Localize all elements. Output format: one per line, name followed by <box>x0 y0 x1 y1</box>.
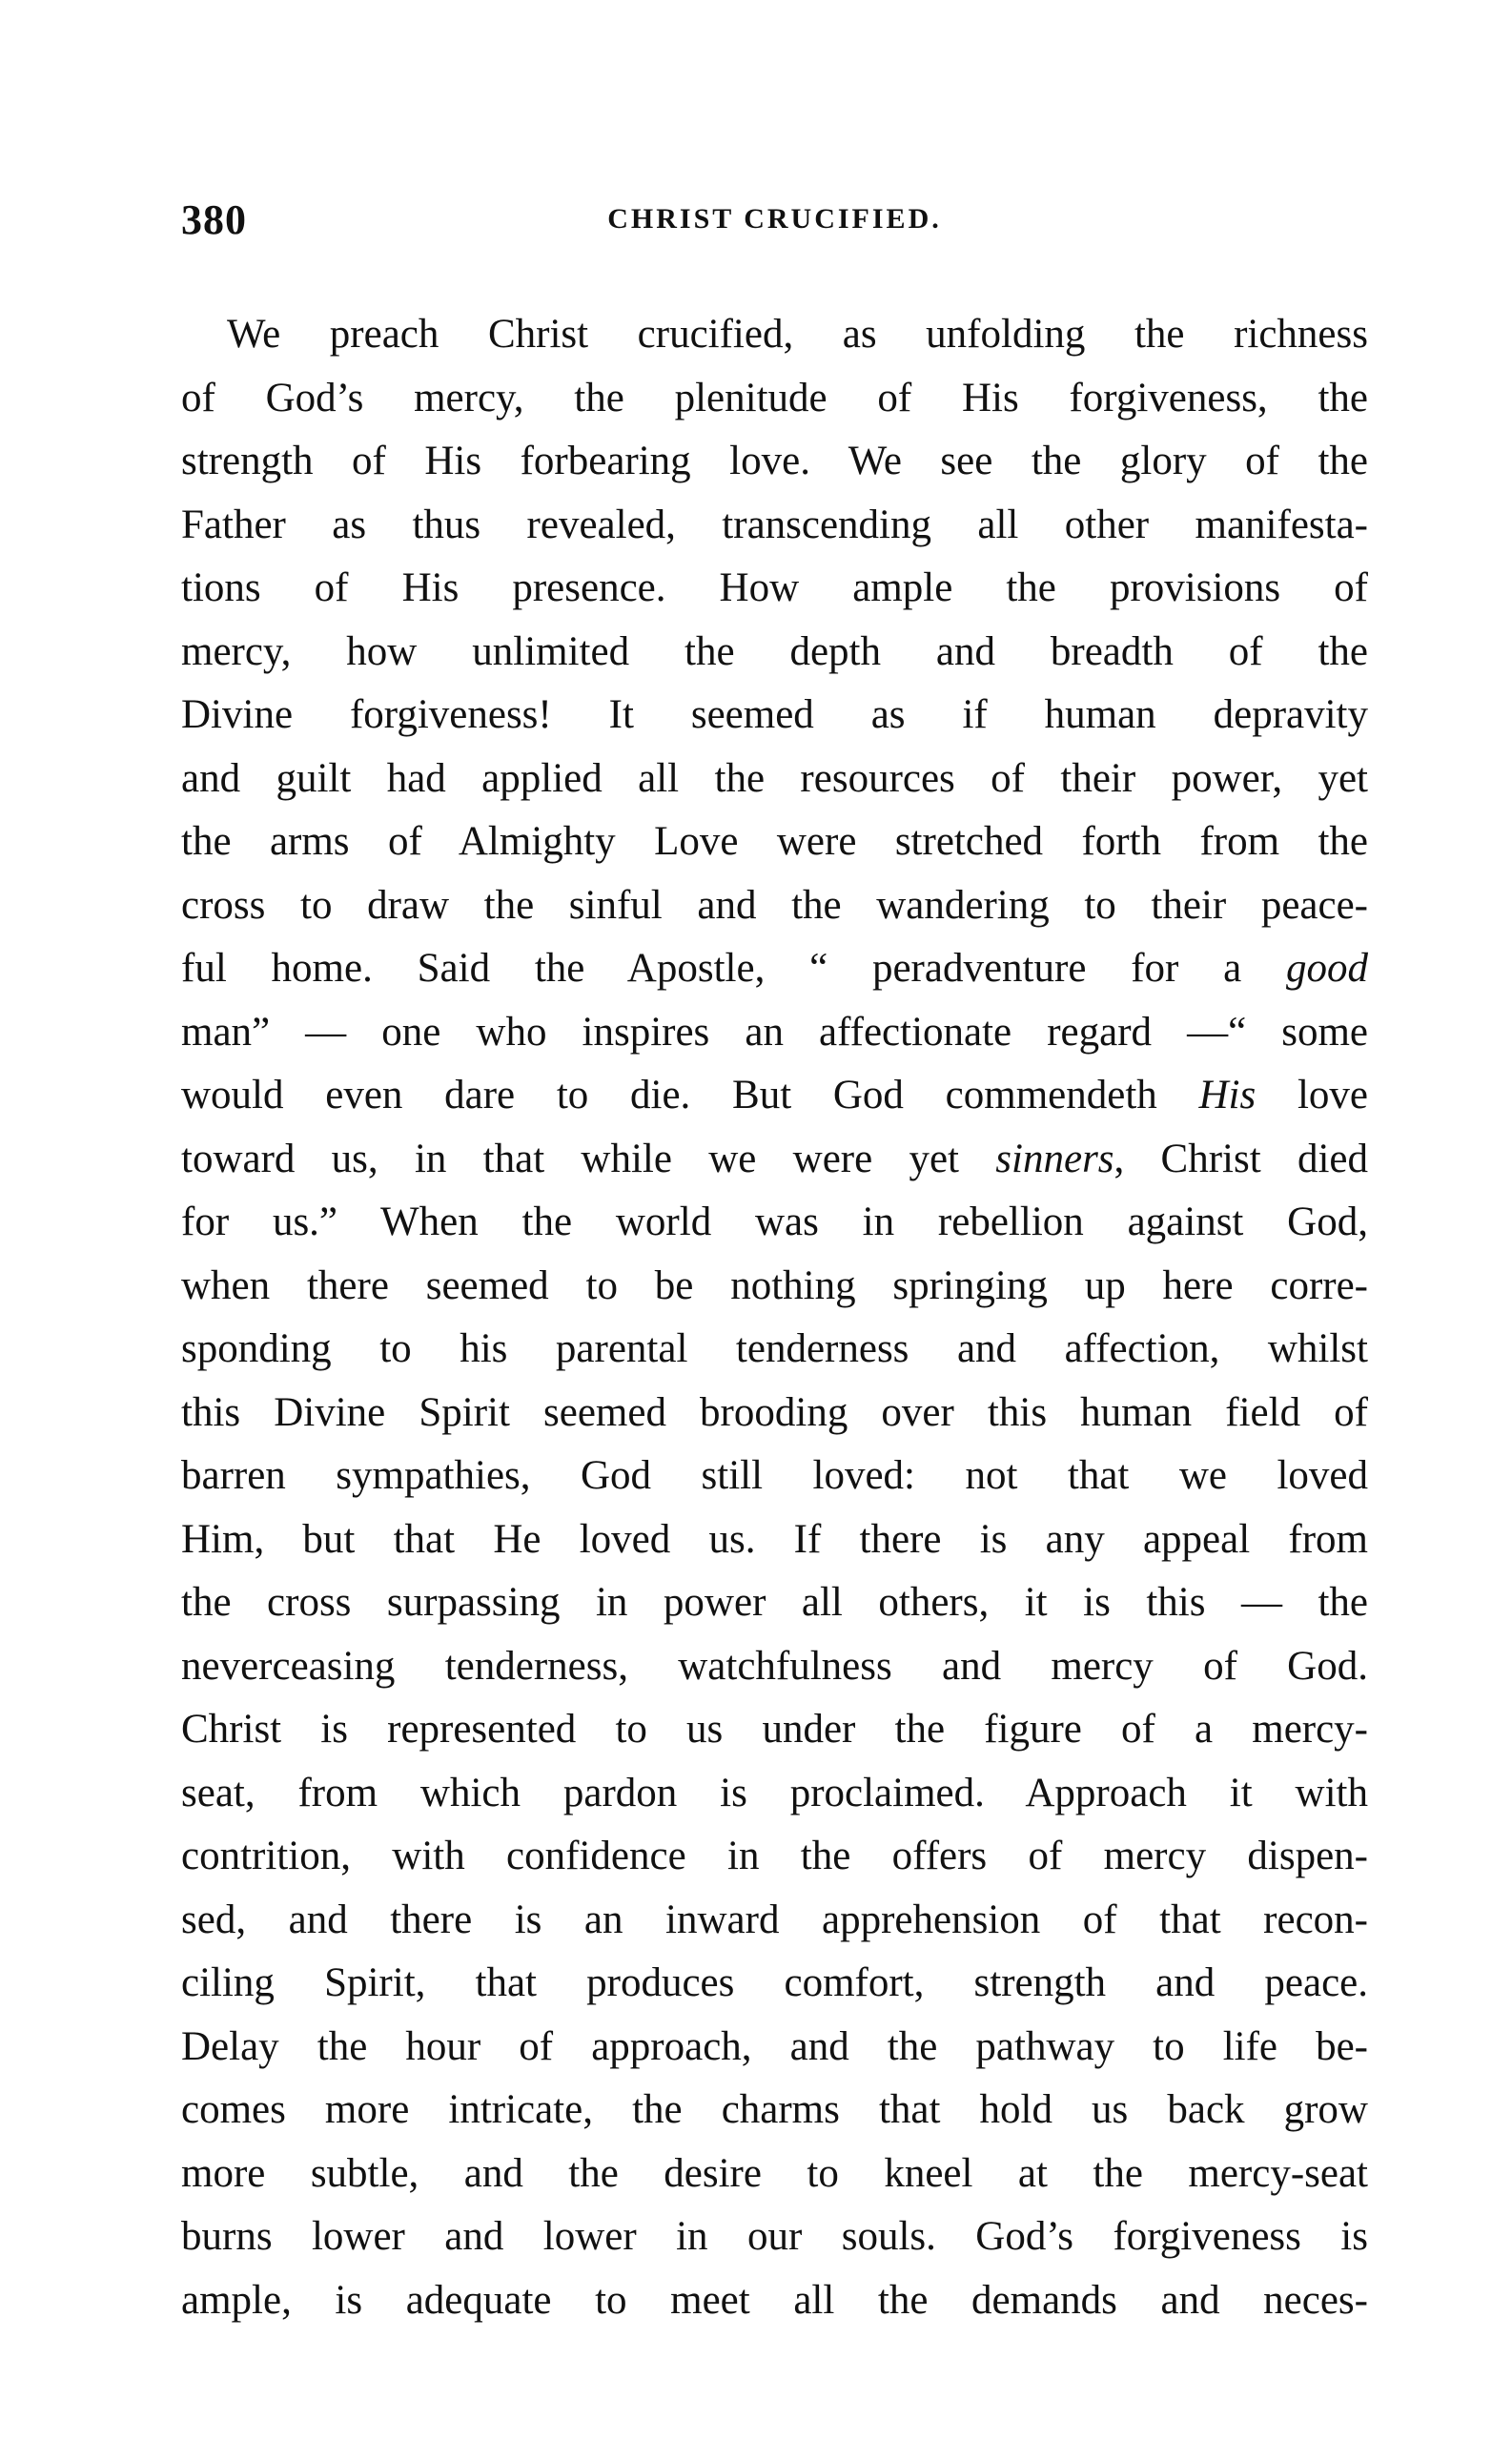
page-header <box>181 195 1368 253</box>
text-line: the arms of Almighty Love were stretched forth from the <box>181 819 1368 864</box>
text-segment: ful home. Said the Apostle, “ peradventure for a <box>181 946 1286 991</box>
text-line: We preach Christ crucified, as unfolding the richness <box>227 312 1368 357</box>
body-paragraph <box>181 303 1368 2332</box>
text-line: Christ is represented to us under the figure of a mercy- <box>181 1707 1368 1752</box>
text-segment: would even dare to die. But God commendeth <box>181 1073 1199 1118</box>
text-line: of God’s mercy, the plenitude of His forgiveness, the <box>181 375 1368 420</box>
text-line <box>181 1128 1368 1192</box>
text-line: man” — one who inspires an affectionate regard —“ some <box>181 1009 1368 1055</box>
text-line: this Divine Spirit seemed brooding over this human field of <box>181 1389 1368 1435</box>
text-line: more subtle, and the desire to kneel at the mercy-seat <box>181 2150 1368 2196</box>
text-line: strength of His forbearing love. We see the glory of the <box>181 439 1368 483</box>
text-line: comes more intricate, the charms that hold us back grow <box>181 2087 1368 2132</box>
italic-word: His <box>1198 1073 1257 1118</box>
text-line: ciling Spirit, that produces comfort, strength and peace. <box>181 1960 1368 2005</box>
text-line: for us.” When the world was in rebellion against God, <box>181 1200 1368 1244</box>
text-line: Father as thus revealed, transcending all other manifesta- <box>181 502 1368 547</box>
text-line: Delay the hour of approach, and the pathway to life be- <box>181 2023 1368 2069</box>
text-line: mercy, how unlimited the depth and breadth of the <box>181 628 1368 674</box>
text-line: barren sympathies, God still loved: not that we loved <box>181 1453 1368 1498</box>
italic-word: good <box>1286 946 1368 991</box>
text-line: cross to draw the sinful and the wandering to their peace- <box>181 882 1368 928</box>
text-line: the cross surpassing in power all others, it is this — the <box>181 1580 1368 1625</box>
text-line: seat, from which pardon is proclaimed. Approach it with <box>181 1770 1368 1815</box>
text-line: neverceasing tenderness, watchfulness and mercy of God. <box>181 1643 1368 1689</box>
page-number: 380 <box>181 196 247 243</box>
italic-word: sinners <box>995 1136 1114 1181</box>
text-line: contrition, with confidence in the offers of mercy dispen- <box>181 1834 1368 1878</box>
text-line: when there seemed to be nothing springing up here corre- <box>181 1262 1368 1308</box>
text-line: sed, and there is an inward apprehension of that recon- <box>181 1897 1368 1942</box>
text-line <box>181 937 1368 1001</box>
text-line: tions of His presence. How ample the provisions of <box>181 565 1368 610</box>
text-line: burns lower and lower in our souls. God’s forgiveness is <box>181 2214 1368 2259</box>
text-line: Him, but that He loved us. If there is any appeal from <box>181 1516 1368 1562</box>
running-head: CHRIST CRUCIFIED. <box>607 203 942 235</box>
text-line: sponding to his parental tenderness and affection, whilst <box>181 1326 1368 1371</box>
text-line: Divine forgiveness! It seemed as if human depravity <box>181 692 1368 737</box>
text-segment: love <box>1256 1073 1368 1118</box>
text-line: ample, is adequate to meet all the demands and neces- <box>181 2277 1368 2323</box>
text-segment: toward us, in that while we were yet <box>181 1136 996 1181</box>
text-segment: , Christ died <box>1114 1136 1368 1181</box>
text-line <box>181 1064 1368 1128</box>
text-line: and guilt had applied all the resources of their power, yet <box>181 755 1368 801</box>
